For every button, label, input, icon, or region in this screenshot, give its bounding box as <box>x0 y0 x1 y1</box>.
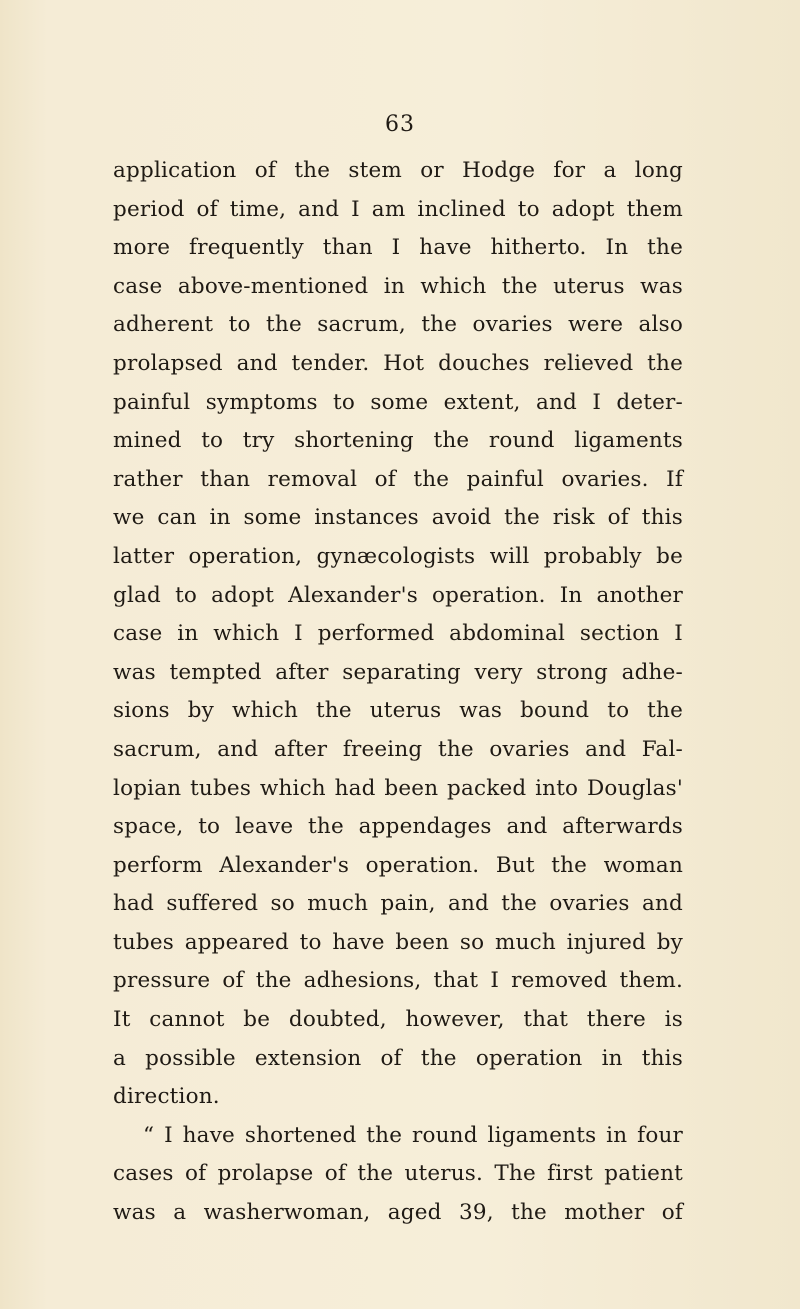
text-line: mined to try shortening the round ligaments <box>113 428 683 454</box>
text-line: cases of prolapse of the uterus. The first patient <box>113 1161 683 1187</box>
text-line: painful symptoms to some extent, and I deter- <box>113 389 683 415</box>
text-line: period of time, and I am inclined to adopt them <box>113 196 683 222</box>
text-line: perform Alexander's operation. But the woman <box>113 852 683 878</box>
page-number: 63 <box>385 112 415 137</box>
text-line: latter operation, gynæcologists will probably be <box>113 543 683 569</box>
text-line: more frequently than I have hitherto. In the <box>113 235 683 261</box>
text-line: prolapsed and tender. Hot douches relieved the <box>113 350 683 376</box>
text-line: direction. <box>113 1084 220 1110</box>
text-line: sacrum, and after freeing the ovaries and Fal- <box>113 736 683 762</box>
text-line: adherent to the sacrum, the ovaries were also <box>113 312 683 338</box>
body-text <box>113 152 683 1233</box>
text-line: was a washerwoman, aged 39, the mother of <box>113 1200 683 1226</box>
text-line: glad to adopt Alexander's operation. In another <box>113 582 683 608</box>
text-line: case in which I performed abdominal section I <box>113 621 683 647</box>
text-line: space, to leave the appendages and afterwards <box>113 814 683 840</box>
text-line: we can in some instances avoid the risk of this <box>113 505 683 531</box>
text-line: tubes appeared to have been so much injured by <box>113 929 683 955</box>
text-line: lopian tubes which had been packed into Douglas' <box>113 775 683 801</box>
text-line: pressure of the adhesions, that I removed them. <box>113 968 683 994</box>
text-line: application of the stem or Hodge for a long <box>113 158 683 183</box>
text-line: sions by which the uterus was bound to the <box>113 698 683 724</box>
text-line: a possible extension of the operation in this <box>113 1045 683 1071</box>
text-line: rather than removal of the painful ovaries. If <box>113 466 683 492</box>
text-line: was tempted after separating very strong adhe- <box>113 659 683 685</box>
text-line: “ I have shortened the round ligaments in four <box>143 1122 683 1148</box>
text-line: It cannot be doubted, however, that there is <box>113 1007 683 1033</box>
text-line: had suffered so much pain, and the ovaries and <box>113 891 683 917</box>
text-line: case above-mentioned in which the uterus was <box>113 273 683 299</box>
